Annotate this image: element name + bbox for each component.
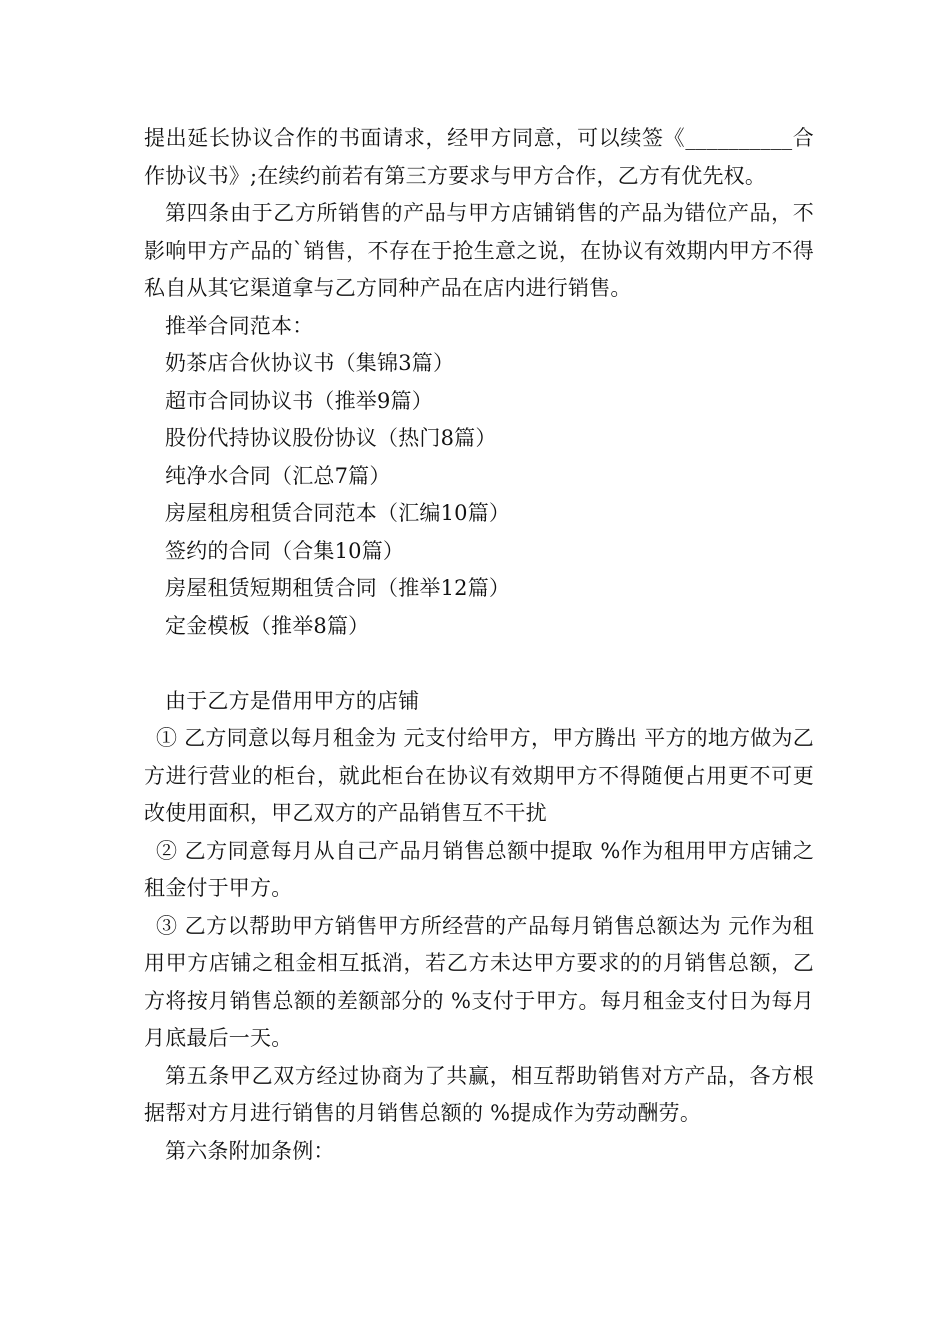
- paragraph-article-6: 第六条附加条例：: [165, 1138, 335, 1163]
- clause-item-2: ② 乙方同意每月从自己产品月销售总额中提取 %作为租用甲方店铺之租金付于甲方。: [144, 838, 814, 900]
- document-body: [144, 120, 814, 1170]
- paragraph-article-5: 第五条甲乙双方经过协商为了共赢，相互帮助销售对方产品，各方根据帮对方月进行销售的月销售总额的 %提成作为劳动酬劳。: [144, 1063, 814, 1125]
- recommended-template-link[interactable]: 房屋租赁短期租赁合同（推举12篇）: [165, 576, 511, 600]
- clause-item-1: ① 乙方同意以每月租金为 元支付给甲方，甲方腾出 平方的地方做为乙方进行营业的柜台，就此柜台在协议有效期甲方不得随便占用更不可更改使用面积，甲乙双方的产品销售互不干扰: [144, 726, 814, 825]
- recommended-templates-heading: 推举合同范本：: [165, 313, 314, 338]
- paragraph-article-4: 第四条由于乙方所销售的产品与甲方店铺销售的产品为错位产品，不影响甲方产品的`销售，不存在于抢生意之说，在协议有效期内甲方不得私自从其它渠道拿与乙方同种产品在店内进行销售。: [144, 201, 814, 300]
- blank-line: [144, 645, 814, 683]
- paragraph-shop-borrow: 由于乙方是借用甲方的店铺: [165, 688, 420, 713]
- recommended-template-link[interactable]: 奶茶店合伙协议书（集锦3篇）: [165, 351, 455, 375]
- recommended-template-link[interactable]: 签约的合同（合集10篇）: [165, 538, 405, 563]
- recommended-template-link[interactable]: 纯净水合同（汇总7篇）: [165, 463, 391, 488]
- recommended-template-link[interactable]: 股份代持协议股份协议（热门8篇）: [165, 426, 497, 450]
- recommended-template-link[interactable]: 定金模板（推举8篇）: [165, 613, 370, 638]
- recommended-template-link[interactable]: 超市合同协议书（推举9篇）: [165, 388, 433, 413]
- paragraph-renewal: 提出延长协议合作的书面请求，经甲方同意，可以续签《__________合作协议书》;在续约前若有第三方要求与甲方合作，乙方有优先权。: [144, 126, 814, 188]
- clause-item-3: ③ 乙方以帮助甲方销售甲方所经营的产品每月销售总额达为 元作为租用甲方店铺之租金相互抵消，若乙方未达甲方要求的的月销售总额，乙方将按月销售总额的差额部分的 %支付于甲方。每月租金支付日为每月月底最后一天。: [144, 913, 814, 1050]
- recommended-template-link[interactable]: 房屋租房租赁合同范本（汇编10篇）: [165, 501, 511, 525]
